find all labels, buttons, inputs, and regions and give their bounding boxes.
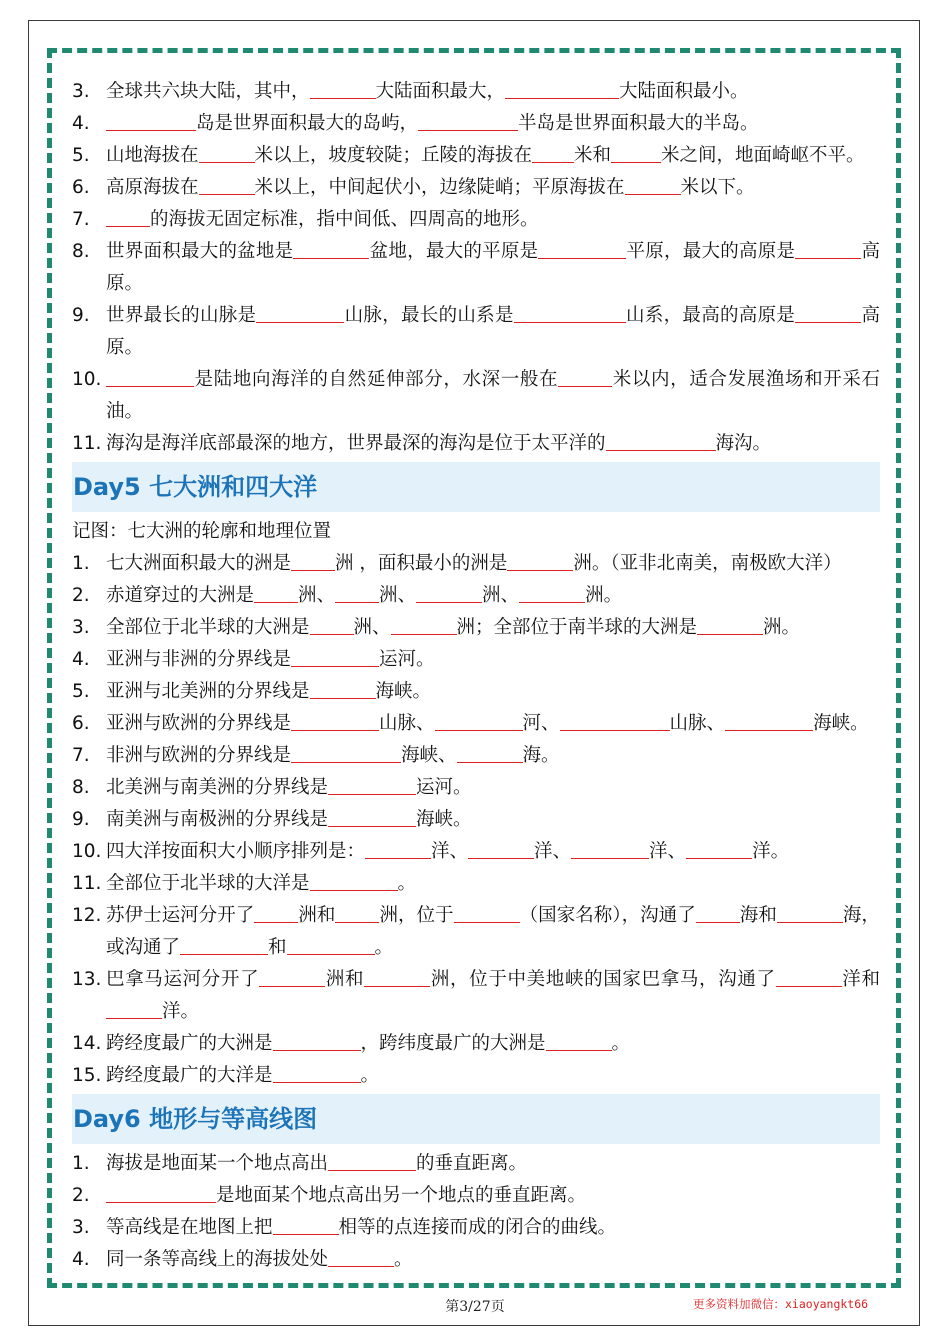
question-text: 洲、 — [379, 585, 417, 606]
answer-blank[interactable] — [199, 176, 255, 195]
question-number: 3. — [72, 1217, 90, 1238]
answer-blank[interactable] — [514, 304, 626, 323]
question-list-day5 — [72, 548, 880, 1092]
question-text: 洲。（亚非北南美，南极欧大洋） — [573, 553, 842, 574]
question-number: 8. — [72, 777, 90, 798]
question-text: 。 — [360, 1065, 380, 1086]
question-item — [72, 1212, 880, 1244]
answer-blank[interactable] — [697, 616, 763, 635]
question-text: 巴拿马运河分开了 — [106, 969, 260, 990]
question-text: 高原海拔在 — [106, 177, 199, 198]
question-text: 半岛是世界面积最大的半岛。 — [518, 113, 759, 134]
question-item — [72, 1180, 880, 1212]
question-text: 跨经度最广的大洋是 — [106, 1065, 273, 1086]
answer-blank[interactable] — [777, 904, 843, 923]
question-text: 运河。 — [379, 649, 435, 670]
question-number: 1. — [72, 553, 90, 574]
question-text: 米以下。 — [680, 177, 755, 198]
answer-blank[interactable] — [532, 144, 574, 163]
question-number: 2. — [72, 585, 90, 606]
answer-blank[interactable] — [611, 144, 661, 163]
answer-blank[interactable] — [418, 112, 518, 131]
question-number: 5. — [72, 681, 90, 702]
question-text: 的海拔无固定标准，指中间低、四周高的地形。 — [150, 209, 539, 230]
question-text: 跨经度最广的大洲是 — [106, 1033, 273, 1054]
question-text: （国家名称），沟通了 — [519, 905, 696, 926]
question-text: 岛是世界面积最大的岛屿， — [196, 113, 419, 134]
question-text: 山脉，最长的山系是 — [344, 305, 514, 326]
answer-blank[interactable] — [291, 712, 379, 731]
question-text: 相等的点连接而成的闭合的曲线。 — [338, 1217, 617, 1238]
answer-blank[interactable] — [293, 240, 369, 259]
answer-blank[interactable] — [795, 304, 861, 323]
answer-blank[interactable] — [507, 552, 573, 571]
answer-blank[interactable] — [310, 616, 354, 635]
answer-blank[interactable] — [328, 776, 416, 795]
question-text: 洋、 — [431, 841, 469, 862]
question-text: 洲、 — [482, 585, 520, 606]
question-item — [72, 580, 880, 612]
answer-blank[interactable] — [106, 1000, 162, 1019]
question-text: 米之间，地面崎岖不平。 — [661, 145, 865, 166]
question-number: 15. — [72, 1065, 102, 1086]
section-note-day5: 记图：七大洲的轮廓和地理位置 — [72, 521, 332, 542]
question-item — [72, 740, 880, 772]
answer-blank[interactable] — [686, 840, 752, 859]
question-text: 海拔是地面某一个地点高出 — [106, 1153, 329, 1174]
answer-blank[interactable] — [538, 240, 626, 259]
answer-blank[interactable] — [328, 808, 416, 827]
question-item — [72, 428, 880, 460]
answer-blank[interactable] — [696, 904, 740, 923]
question-text: 世界最长的山脉是 — [106, 305, 257, 326]
answer-blank[interactable] — [106, 112, 196, 131]
answer-blank[interactable] — [364, 968, 430, 987]
question-text: 全球共六块大陆，其中， — [106, 81, 310, 102]
answer-blank[interactable] — [254, 904, 298, 923]
question-item — [72, 108, 880, 140]
answer-blank[interactable] — [725, 712, 813, 731]
answer-blank[interactable] — [287, 936, 375, 955]
answer-blank[interactable] — [457, 744, 523, 763]
question-text: 等高线是在地图上把 — [106, 1217, 273, 1238]
question-text: 洲；全部位于南半球的大洲是 — [456, 617, 698, 638]
question-number: 14. — [72, 1033, 102, 1054]
question-item — [72, 868, 880, 900]
question-number: 6. — [72, 713, 90, 734]
question-item — [72, 300, 880, 364]
question-item — [72, 836, 880, 868]
question-text: 七大洲面积最大的洲是 — [106, 553, 292, 574]
question-text: 高原。 — [106, 241, 880, 294]
question-text: 北美洲与南美洲的分界线是 — [106, 777, 329, 798]
question-text: 米以上，中间起伏小，边缘陡峭；平原海拔在 — [254, 177, 625, 198]
question-text: 四大洋按面积大小顺序排列是： — [106, 841, 366, 862]
question-number: 2. — [72, 1185, 90, 1206]
question-item — [72, 204, 880, 236]
question-list-day6 — [72, 1148, 880, 1276]
question-number: 11. — [72, 873, 102, 894]
answer-blank[interactable] — [273, 1216, 339, 1235]
page-number: 第3/27页 — [445, 1299, 505, 1315]
question-text: 海峡。 — [813, 713, 869, 734]
question-item — [72, 804, 880, 836]
answer-blank[interactable] — [505, 80, 619, 99]
answer-blank[interactable] — [391, 616, 457, 635]
question-text: 南美洲与南极洲的分界线是 — [106, 809, 329, 830]
answer-blank[interactable] — [335, 584, 379, 603]
answer-blank[interactable] — [468, 840, 534, 859]
question-item — [72, 172, 880, 204]
answer-blank[interactable] — [776, 968, 842, 987]
question-text: 洲，位于 — [379, 905, 454, 926]
footer-wechat-note: 更多资料加微信：xiaoyangkt66 — [693, 1297, 869, 1311]
question-text: 海峡、 — [401, 745, 457, 766]
answer-blank[interactable] — [106, 368, 194, 387]
question-text: 平原，最大的高原是 — [626, 241, 796, 262]
question-text: 大陆面积最大， — [375, 81, 506, 102]
question-item — [72, 900, 880, 964]
question-item — [72, 676, 880, 708]
question-text: 洋。 — [752, 841, 790, 862]
question-item — [72, 548, 880, 580]
question-number: 3. — [72, 81, 90, 102]
question-text: 世界面积最大的盆地是 — [106, 241, 294, 262]
question-text: 山脉、 — [379, 713, 435, 734]
answer-blank[interactable] — [291, 648, 379, 667]
question-text: 是陆地向海洋的自然延伸部分，水深一般在 — [194, 369, 559, 390]
question-text: 海。 — [522, 745, 560, 766]
answer-blank[interactable] — [795, 240, 861, 259]
question-number: 1. — [72, 1153, 90, 1174]
question-text: 非洲与欧洲的分界线是 — [106, 745, 292, 766]
question-item — [72, 1148, 880, 1180]
question-text: 海峡。 — [375, 681, 432, 702]
question-item — [72, 76, 880, 108]
question-text: 洲和 — [298, 905, 336, 926]
answer-blank[interactable] — [625, 176, 681, 195]
question-text: 。 — [611, 1033, 631, 1054]
answer-blank[interactable] — [291, 744, 401, 763]
question-item — [72, 964, 880, 1028]
question-number: 11. — [72, 433, 102, 454]
answer-blank[interactable] — [273, 1064, 361, 1083]
question-text: 洲，位于中美地峡的国家巴拿马，沟通了 — [430, 969, 776, 990]
question-number: 7. — [72, 745, 90, 766]
question-text: 洋、 — [649, 841, 687, 862]
question-text: 海和 — [739, 905, 777, 926]
question-text: 山脉、 — [669, 713, 726, 734]
answer-blank[interactable] — [365, 840, 431, 859]
question-text: 洲、 — [353, 617, 391, 638]
answer-blank[interactable] — [310, 80, 376, 99]
answer-blank[interactable] — [454, 904, 520, 923]
question-text: 米以内，适合发展渔场和开采石油。 — [106, 369, 880, 422]
question-text: 。 — [374, 937, 394, 958]
answer-blank[interactable] — [571, 840, 649, 859]
question-text: 洋和 — [841, 969, 880, 990]
section-heading-day6: Day6 地形与等高线图 — [72, 1094, 880, 1144]
question-number: 7. — [72, 209, 90, 230]
question-number: 8. — [72, 241, 90, 262]
question-text: 山地海拔在 — [106, 145, 199, 166]
question-text: 苏伊士运河分开了 — [106, 905, 255, 926]
question-item — [72, 1028, 880, 1060]
answer-blank[interactable] — [416, 584, 482, 603]
answer-blank[interactable] — [558, 368, 612, 387]
question-text: 亚洲与北美洲的分界线是 — [106, 681, 310, 702]
answer-blank[interactable] — [328, 1152, 416, 1171]
question-number: 6. — [72, 177, 90, 198]
answer-blank[interactable] — [328, 1248, 394, 1267]
section-heading-day5: Day5 七大洲和四大洋 — [72, 462, 880, 512]
question-item — [72, 364, 880, 428]
question-text: 洲。 — [585, 585, 623, 606]
question-text: 洋。 — [162, 1001, 200, 1022]
answer-blank[interactable] — [310, 680, 376, 699]
question-number: 13. — [72, 969, 102, 990]
question-item — [72, 644, 880, 676]
question-text: 米以上，坡度较陡；丘陵的海拔在 — [254, 145, 533, 166]
question-text: 亚洲与欧洲的分界线是 — [106, 713, 292, 734]
question-item — [72, 772, 880, 804]
question-text: 洲和 — [325, 969, 365, 990]
question-number: 9. — [72, 809, 90, 830]
question-text: 。 — [397, 873, 417, 894]
question-number: 4. — [72, 113, 90, 134]
question-item — [72, 140, 880, 172]
answer-blank[interactable] — [254, 584, 298, 603]
question-text: 海沟。 — [715, 433, 772, 454]
question-text: 的垂直距离。 — [416, 1153, 528, 1174]
question-text: 盆地，最大的平原是 — [369, 241, 539, 262]
question-item — [72, 708, 880, 740]
worksheet-content — [72, 76, 880, 1276]
question-text: 赤道穿过的大洲是 — [106, 585, 255, 606]
answer-blank[interactable] — [106, 208, 150, 227]
answer-blank[interactable] — [519, 584, 585, 603]
question-number: 10. — [72, 841, 102, 862]
question-item — [72, 1060, 880, 1092]
question-number: 3. — [72, 617, 90, 638]
question-text: 洲、 — [298, 585, 336, 606]
question-text: 大陆面积最小。 — [619, 81, 749, 102]
question-text: 和 — [268, 937, 287, 958]
answer-blank[interactable] — [259, 968, 325, 987]
question-text: 高原。 — [106, 305, 880, 358]
answer-blank[interactable] — [606, 432, 716, 451]
question-text: 洲 ，面积最小的洲是 — [335, 553, 508, 574]
answer-blank[interactable] — [256, 304, 344, 323]
answer-blank[interactable] — [199, 144, 255, 163]
question-item — [72, 1244, 880, 1276]
question-number: 4. — [72, 1249, 90, 1270]
question-text: 同一条等高线上的海拔处处 — [106, 1249, 329, 1270]
question-text: 洋、 — [534, 841, 572, 862]
question-text: 全部位于北半球的大洋是 — [106, 873, 310, 894]
question-text: 米和 — [574, 145, 612, 166]
question-text: 海沟是海洋底部最深的地方，世界最深的海沟是位于太平洋的 — [106, 433, 606, 454]
question-number: 12. — [72, 905, 102, 926]
question-number: 10. — [72, 369, 102, 390]
answer-blank[interactable] — [546, 1032, 612, 1051]
answer-blank[interactable] — [335, 904, 379, 923]
answer-blank[interactable] — [560, 712, 670, 731]
question-number: 5. — [72, 145, 90, 166]
question-text: 。 — [394, 1249, 413, 1270]
question-text: 全部位于北半球的大洲是 — [106, 617, 310, 638]
question-text: 河、 — [522, 713, 560, 734]
question-number: 4. — [72, 649, 90, 670]
question-text: 亚洲与非洲的分界线是 — [106, 649, 292, 670]
answer-blank[interactable] — [435, 712, 523, 731]
question-list-top — [72, 76, 880, 460]
question-number: 9. — [72, 305, 90, 326]
question-text: 海，或沟通了 — [106, 905, 880, 958]
question-text: 洲。 — [763, 617, 801, 638]
question-item — [72, 236, 880, 300]
question-text: 山系，最高的高原是 — [625, 305, 796, 326]
question-text: 海峡。 — [416, 809, 472, 830]
question-text: 是地面某个地点高出另一个地点的垂直距离。 — [216, 1185, 587, 1206]
question-text: 运河。 — [416, 777, 472, 798]
answer-blank[interactable] — [291, 552, 335, 571]
answer-blank[interactable] — [273, 1032, 361, 1051]
answer-blank[interactable] — [180, 936, 268, 955]
answer-blank[interactable] — [310, 872, 398, 891]
answer-blank[interactable] — [106, 1184, 216, 1203]
question-item — [72, 612, 880, 644]
question-text: ，跨纬度最广的大洲是 — [360, 1033, 546, 1054]
